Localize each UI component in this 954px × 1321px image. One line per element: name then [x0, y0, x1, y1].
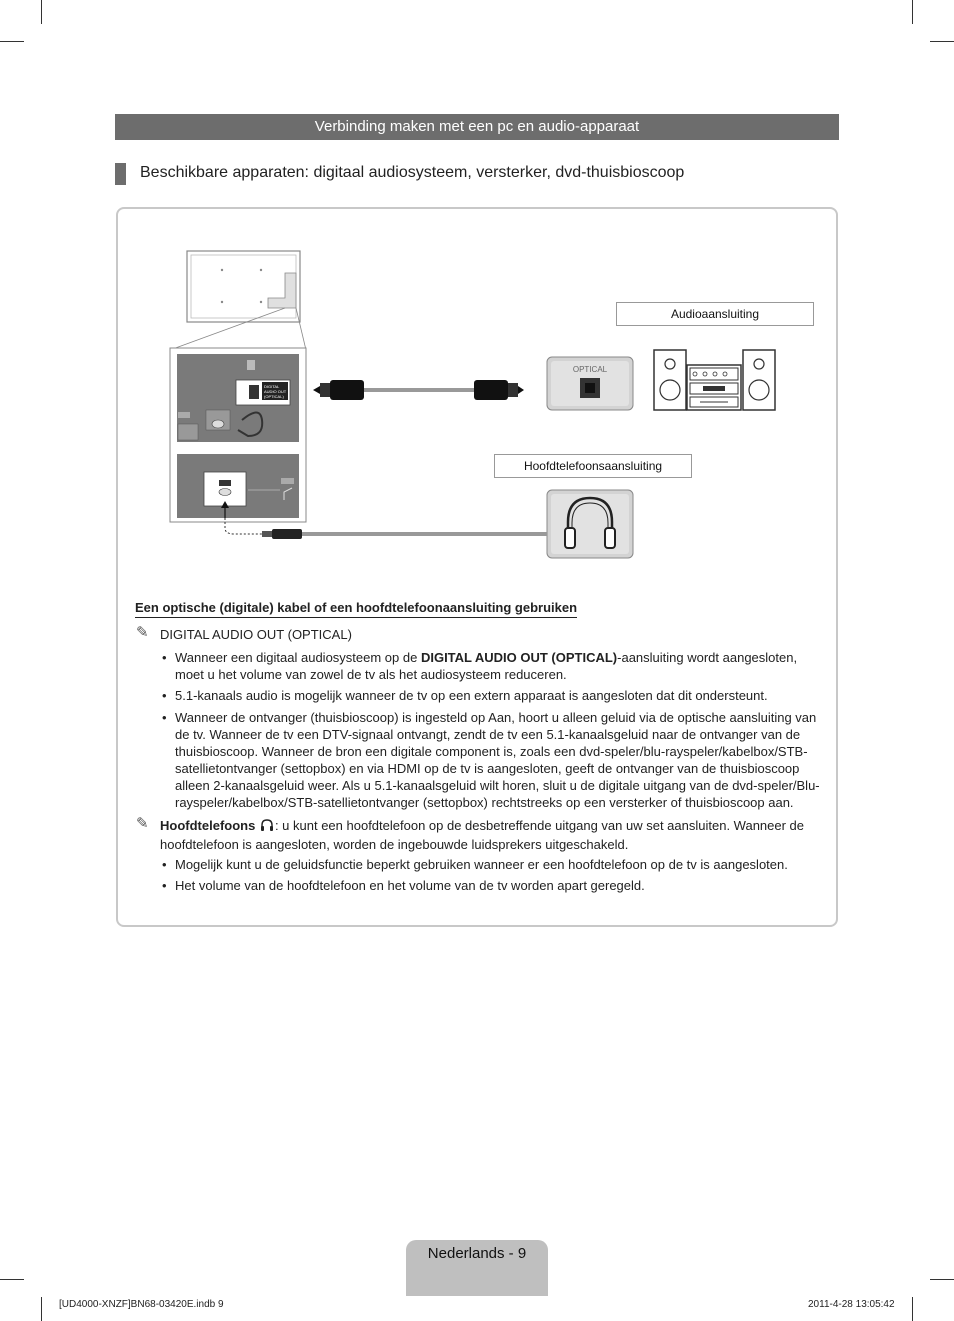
- tv-back-illustration: [170, 251, 306, 350]
- list-item: • Het volume van de hoofdtelefoon en het volume van de tv worden apart geregeld.: [162, 878, 645, 893]
- note-pencil-icon: ✎: [136, 624, 149, 641]
- optical-device-label: OPTICAL: [572, 365, 608, 374]
- note-headphones: Hoofdtelefoons : u kunt een hoofdtelefoon op de desbetreffende uitgang van uw set aansluiten. Wanneer de hoofdtelefoon is aangesloten, worden de ingebouwde luidsprekers uitgeschakeld.: [160, 818, 805, 852]
- bullet-icon: •: [162, 878, 167, 893]
- svg-text:(OPTICAL): (OPTICAL): [264, 394, 284, 399]
- list-item: • 5.1-kanaals audio is mogelijk wanneer de tv op een extern apparaat is aangesloten dat dit ondersteunt.: [162, 688, 768, 703]
- bullet-icon: •: [162, 650, 167, 665]
- svg-text:AUDIO OUT: AUDIO OUT: [264, 389, 287, 394]
- note-pencil-icon: ✎: [136, 815, 149, 832]
- note-optical-title: DIGITAL AUDIO OUT (OPTICAL): [160, 627, 352, 642]
- callout-audio-connection: Audioaansluiting: [616, 302, 814, 326]
- page-number-tab: Nederlands - 9: [406, 1240, 548, 1296]
- tv-port-panel: [170, 348, 306, 522]
- subheading: Een optische (digitale) kabel of een hoofdtelefoonaansluiting gebruiken: [135, 600, 577, 618]
- optical-cable: [313, 380, 524, 400]
- headphone-icon: [259, 818, 275, 836]
- note-headphones-title: Hoofdtelefoons: [160, 818, 256, 833]
- bullet-icon: •: [162, 710, 167, 725]
- port-label-text: DIGITAL: [264, 384, 280, 389]
- callout-headphone-connection: Hoofdtelefoonsaansluiting: [494, 454, 692, 478]
- list-item: • Wanneer de ontvanger (thuisbioscoop) is ingesteld op Aan, hoort u alleen geluid via de optische aansluiting van de tv. Wanneer de tv een DTV-signaal ontvangt, zendt de tv een 5.1-kanaalsgeluid naar de ontvanger van de thuisbioscoop. Wanneer de bron een digitale component is, zoals een dvd-speler/blu-rayspeler/kabelbox/STB-satellietontvanger (settopbox) en via HDMI op de tv is aangesloten, geeft de ontvanger van de thuisbioscoop alleen 2-kanaalsgeluid weer. Als u 5.1-kanaalsgeluid wilt horen, sluit u de digitale uitgang van de dvd-speler/Blu-rayspeler/kabelbox/STB-satellietontvanger (settopbox) rechtstreeks op een versterker of thuisbioscoop aan.: [162, 710, 820, 810]
- connection-diagram: [0, 0, 954, 600]
- bullet-icon: •: [162, 857, 167, 872]
- list-item: • Mogelijk kunt u de geluidsfunctie beperkt gebruiken wanneer er een hoofdtelefoon op de tv is aangesloten.: [162, 857, 788, 872]
- crop-mark: [0, 1279, 24, 1280]
- crop-mark: [930, 1279, 954, 1280]
- crop-mark: [912, 1297, 913, 1321]
- list-item: • Wanneer een digitaal audiosysteem op de DIGITAL AUDIO OUT (OPTICAL)-aansluiting wordt aangesloten, moet u het volume van zowel de tv als het audiosysteem reduceren.: [162, 650, 798, 682]
- headphone-illustration: [547, 490, 633, 558]
- crop-mark: [41, 1297, 42, 1321]
- print-timestamp: 2011-4-28 13:05:42: [808, 1299, 895, 1310]
- audio-system-illustration: [654, 350, 775, 410]
- file-info: [UD4000-XNZF]BN68-03420E.indb 9: [59, 1299, 224, 1310]
- bullet-icon: •: [162, 688, 167, 703]
- section-title: Beschikbare apparaten: digitaal audiosysteem, versterker, dvd-thuisbioscoop: [140, 164, 685, 181]
- chapter-header: Verbinding maken met een pc en audio-apparaat: [115, 114, 839, 140]
